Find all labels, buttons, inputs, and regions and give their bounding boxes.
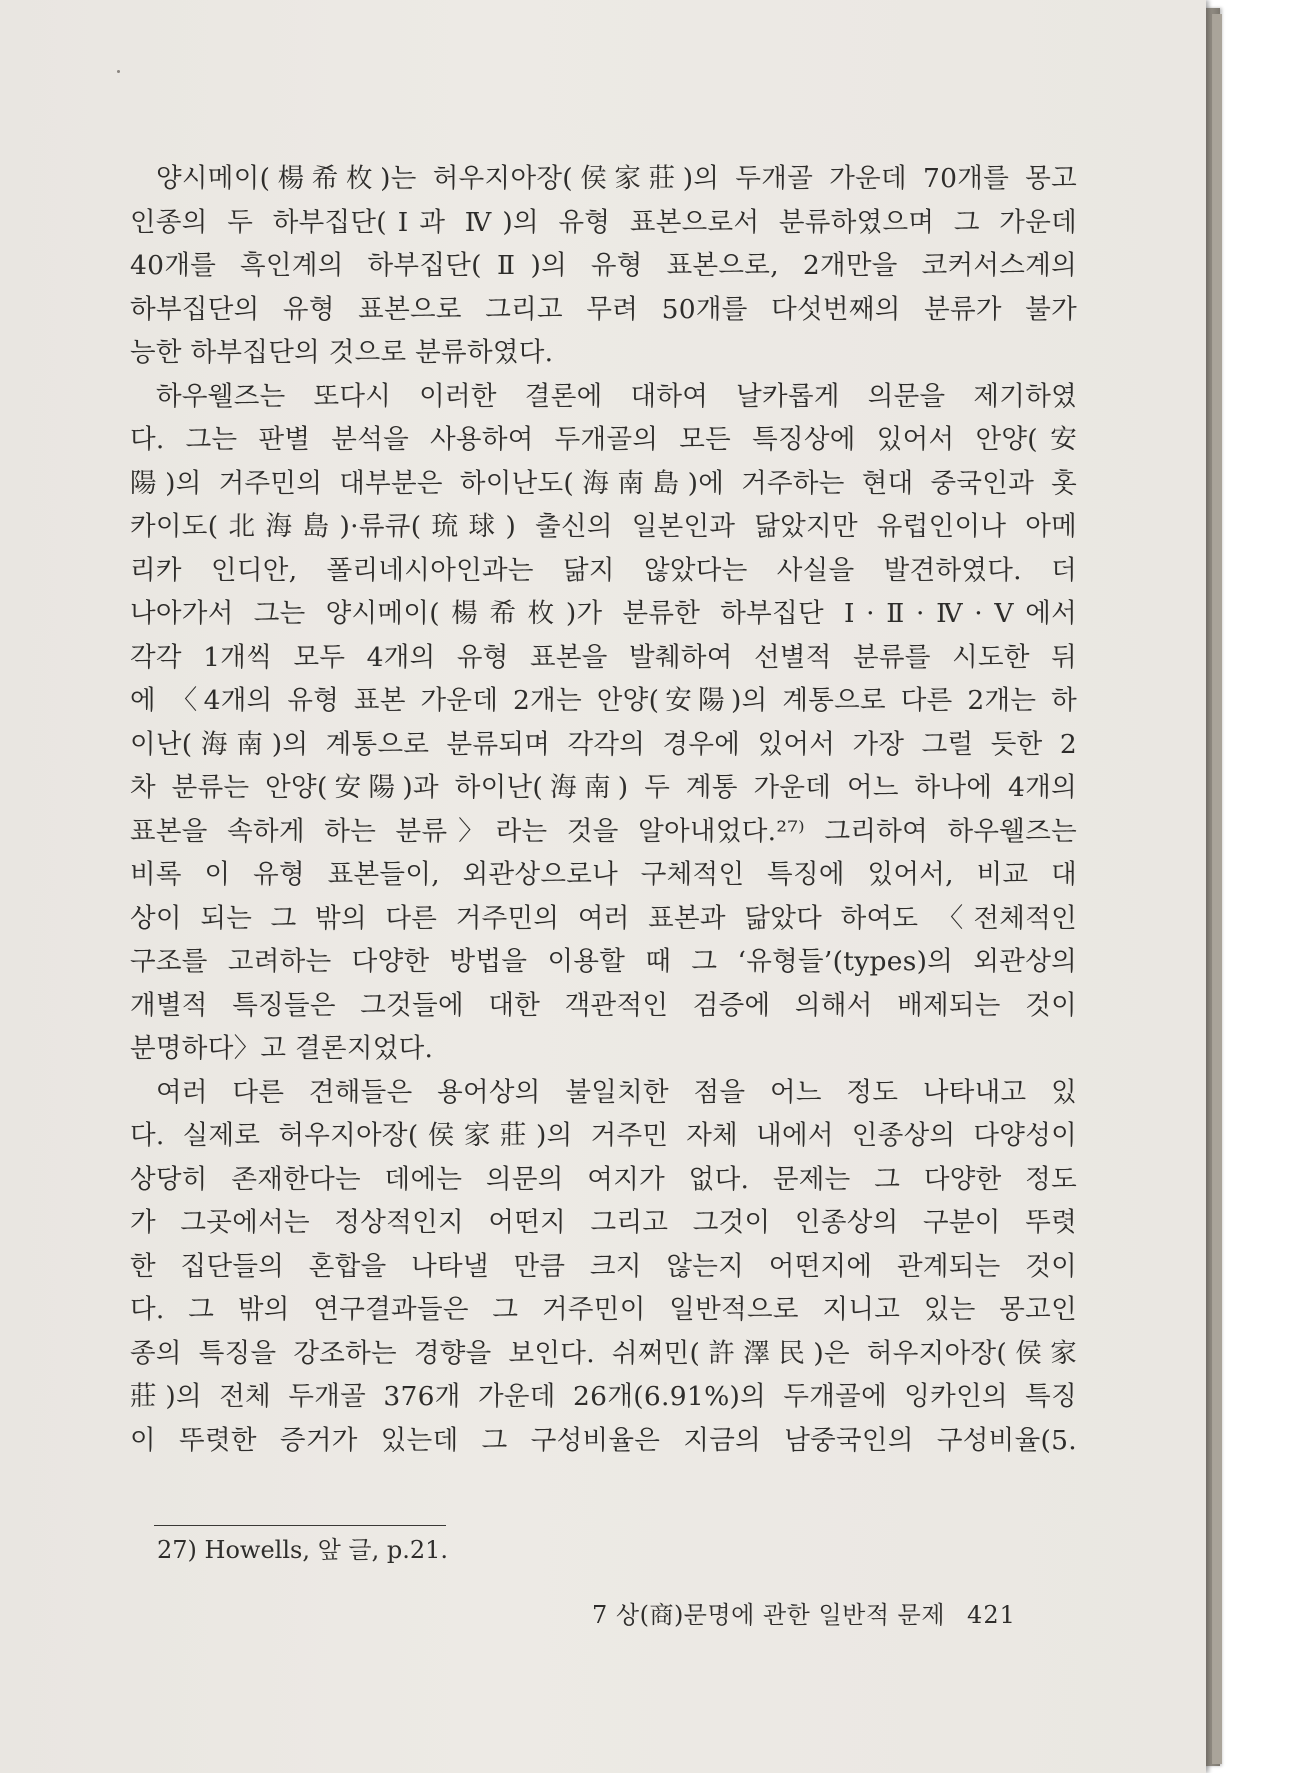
footnote: 27) Howells, 앞 글, p.21. — [157, 1536, 448, 1564]
body-line: 표본을 속하게 하는 분류〉라는 것을 알아내었다.²⁷⁾ 그리하여 하우웰즈는 — [130, 815, 1077, 847]
body-line: 다. 그는 판별 분석을 사용하여 두개골의 모든 특징상에 있어서 안양(安 — [130, 424, 1077, 455]
body-line: 다. 그 밖의 연구결과들은 그 거주민이 일반적으로 지니고 있는 몽고인 — [130, 1294, 1077, 1325]
body-line: 상당히 존재한다는 데에는 의문의 여지가 없다. 문제는 그 다양한 정도 — [130, 1163, 1077, 1195]
body-line: 개별적 특징들은 그것들에 대한 객관적인 검증에 의해서 배제되는 것이 — [130, 989, 1077, 1021]
body-line: 비록 이 유형 표본들이, 외관상으로나 구체적인 특징에 있어서, 비교 대 — [130, 859, 1077, 890]
body-line: 분명하다〉고 결론지었다. — [130, 1033, 434, 1064]
body-line: 종의 특징을 강조하는 경향을 보인다. 쉬쩌민(許澤民)은 허우지아장(侯家 — [130, 1337, 1077, 1369]
page-edge-inner — [1212, 14, 1222, 1764]
paper-speck — [117, 70, 120, 73]
body-line: 이 뚜렷한 증거가 있는데 그 구성비율은 지금의 남중국인의 구성비율(5. — [130, 1424, 1077, 1456]
body-line: 陽)의 거주민의 대부분은 하이난도(海南島)에 거주하는 현대 중국인과 홋 — [130, 467, 1077, 499]
page-number: 421 — [967, 1601, 1016, 1629]
footnote-rule — [154, 1525, 446, 1526]
body-line: 카이도(北海島)·류큐(琉球) 출신의 일본인과 닮았지만 유럽인이나 아메 — [130, 511, 1077, 542]
body-line: 양시메이(楊希枚)는 허우지아장(侯家莊)의 두개골 가운데 70개를 몽고 — [156, 163, 1077, 194]
body-line: 다. 실제로 허우지아장(侯家莊)의 거주민 자체 내에서 인종상의 다양성이 — [130, 1120, 1077, 1151]
body-line: 상이 되는 그 밖의 다른 거주민의 여러 표본과 닮았다 하여도 〈전체적인 — [130, 902, 1077, 934]
body-line: 여러 다른 견해들은 용어상의 불일치한 점을 어느 정도 나타내고 있 — [156, 1076, 1077, 1108]
body-line: 나아가서 그는 양시메이(楊希枚)가 분류한 하부집단 Ⅰ·Ⅱ·Ⅳ·Ⅴ에서 — [130, 598, 1077, 629]
body-line: 莊)의 전체 두개골 376개 가운데 26개(6.91%)의 두개골에 잉카인의 특징 — [130, 1381, 1077, 1412]
body-line: 에 〈4개의 유형 표본 가운데 2개는 안양(安陽)의 계통으로 다른 2개는 하 — [130, 685, 1077, 716]
footer-chapter-title: 7 상(商)문명에 관한 일반적 문제 — [592, 1601, 946, 1629]
body-line: 하우웰즈는 또다시 이러한 결론에 대하여 날카롭게 의문을 제기하였 — [156, 380, 1077, 412]
body-line: 리카 인디안, 폴리네시아인과는 닮지 않았다는 사실을 발견하였다. 더 — [130, 554, 1077, 586]
body-line: 한 집단들의 혼합을 나타낼 만큼 크지 않는지 어떤지에 관계되는 것이 — [130, 1250, 1077, 1282]
body-line: 가 그곳에서는 정상적인지 어떤지 그리고 그것이 인종상의 구분이 뚜렷 — [130, 1207, 1077, 1238]
running-footer — [592, 1595, 1016, 1635]
body-line: 각각 1개씩 모두 4개의 유형 표본을 발췌하여 선별적 분류를 시도한 뒤 — [130, 641, 1077, 673]
body-line: 40개를 흑인계의 하부집단(Ⅱ)의 유형 표본으로, 2개만을 코커서스계의 — [130, 250, 1077, 281]
body-line: 능한 하부집단의 것으로 분류하였다. — [130, 337, 554, 368]
body-line: 하부집단의 유형 표본으로 그리고 무려 50개를 다섯번째의 분류가 불가 — [130, 293, 1077, 325]
body-text — [130, 157, 1077, 1462]
body-line: 인종의 두 하부집단(Ⅰ과 Ⅳ)의 유형 표본으로서 분류하였으며 그 가운데 — [130, 206, 1077, 238]
body-line: 차 분류는 안양(安陽)과 하이난(海南) 두 계통 가운데 어느 하나에 4개의 — [130, 772, 1077, 803]
body-line: 구조를 고려하는 다양한 방법을 이용할 때 그 ‘유형들’(types)의 외관상의 — [130, 946, 1077, 977]
body-line: 이난(海南)의 계통으로 분류되며 각각의 경우에 있어서 가장 그럴 듯한 2 — [130, 728, 1077, 760]
